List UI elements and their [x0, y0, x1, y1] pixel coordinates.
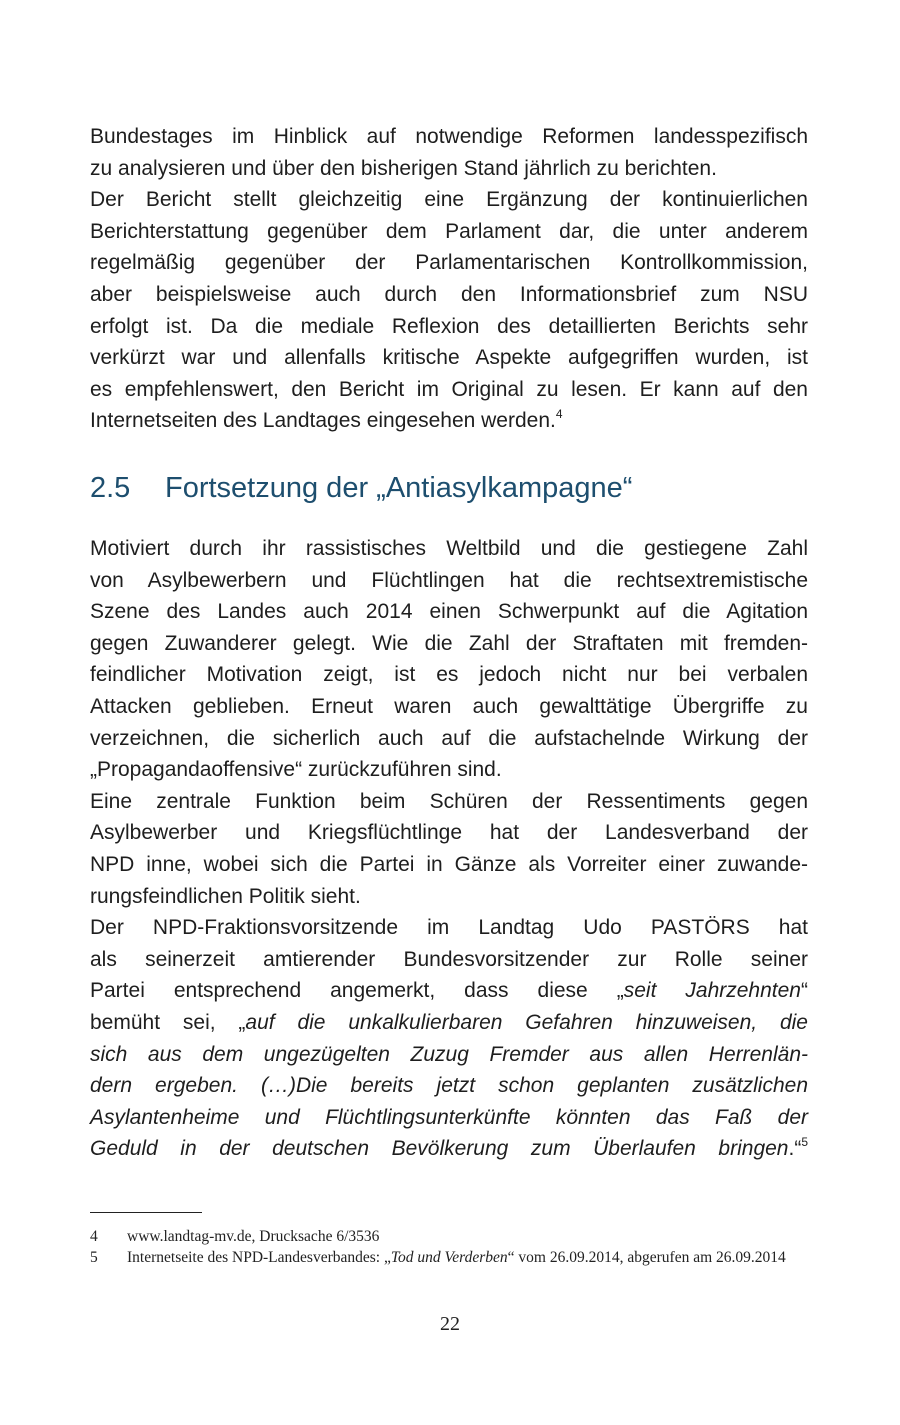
footnote-reference: 4	[555, 407, 563, 422]
text-line	[90, 786, 808, 818]
section-heading	[90, 472, 632, 505]
text-line	[90, 1102, 808, 1134]
footnote-5	[90, 1247, 808, 1269]
text-segment: .“	[788, 1137, 802, 1161]
text-segment: Attacken geblieben. Erneut waren auch gewalttätige Übergriffe zu	[90, 694, 808, 718]
footnote-text-part: “ vom 26.09.2014, abgerufen am 26.09.2014	[507, 1249, 786, 1266]
footnote-text: www.landtag-mv.de, Drucksache 6/3536	[127, 1228, 380, 1245]
text-segment: es empfehlenswert, den Bericht im Original zu lesen. Er kann auf den	[90, 377, 808, 401]
text-segment: verzeichnen, die sicherlich auch auf die aufstachelnde Wirkung der	[90, 726, 808, 750]
page-number: 22	[440, 1313, 460, 1335]
text-segment: erfolgt ist. Da die mediale Reflexion des detaillierten Berichts sehr	[90, 314, 808, 338]
text-line	[90, 342, 808, 374]
text-line	[90, 596, 808, 628]
text-line	[90, 121, 808, 153]
body-text	[90, 533, 808, 1165]
text-line	[90, 912, 808, 944]
text-segment: rungsfeindlichen Politik sieht.	[90, 884, 361, 908]
text-line	[90, 944, 808, 976]
quoted-text: Geduld in der deutschen Bevölkerung zum Überlaufen bringen	[90, 1137, 789, 1161]
quoted-text: dern ergeben. (…)Die bereits jetzt schon geplanten zusätzlichen	[90, 1074, 808, 1098]
text-line	[90, 184, 808, 216]
text-segment: Internetseiten des Landtages eingesehen werden.	[90, 409, 556, 433]
text-segment: feindlicher Motivation zeigt, ist es jedoch nicht nur bei verbalen	[90, 663, 808, 687]
footnote-title-italic: Tod und Verderben	[390, 1249, 508, 1266]
quoted-text: Asylantenheime und Flüchtlingsunterkünfte könnten das Faß der	[90, 1105, 808, 1129]
text-segment: Motiviert durch ihr rassistisches Weltbild und die gestiegene Zahl	[90, 537, 808, 560]
text-line	[90, 311, 808, 343]
text-segment: Szene des Landes auch 2014 einen Schwerpunkt auf die Agitation	[90, 600, 808, 624]
text-line	[90, 565, 808, 597]
text-segment: “	[800, 979, 808, 1003]
text-line	[90, 1133, 808, 1165]
text-line	[90, 1007, 808, 1039]
text-segment: Berichterstattung gegenüber dem Parlament dar, die unter anderem	[90, 219, 808, 243]
text-line	[90, 279, 808, 311]
text-line	[90, 216, 808, 248]
text-segment: verkürzt war und allenfalls kritische Aspekte aufgegriffen wurden, ist	[90, 346, 808, 370]
section-title: Fortsetzung der „Antiasylkampagne“	[165, 472, 633, 504]
text-line	[90, 247, 808, 279]
text-line	[90, 975, 808, 1007]
text-line	[90, 533, 808, 565]
text-line	[90, 691, 808, 723]
footnote-reference: 5	[801, 1135, 808, 1150]
text-segment: zu analysieren und über den bisherigen Stand jährlich zu berichten.	[90, 156, 717, 180]
text-line	[90, 1070, 808, 1102]
footnote-text	[127, 1247, 808, 1269]
text-line	[90, 405, 808, 437]
text-segment: Partei entsprechend angemerkt, dass diese „	[90, 979, 624, 1003]
text-segment: regelmäßig gegenüber der Parlamentarischen Kontrollkommission,	[90, 251, 808, 275]
section-number: 2.5	[90, 472, 131, 504]
text-segment: NPD inne, wobei sich die Partei in Gänze als Vorreiter einer zuwande-	[90, 852, 808, 876]
text-line	[90, 817, 808, 849]
text-segment: von Asylbewerbern und Flüchtlingen hat die rechtsextremistische	[90, 568, 808, 592]
text-segment: Bundestages im Hinblick auf notwendige Reformen landesspezifisch	[90, 125, 808, 148]
text-segment: Der NPD-Fraktionsvorsitzende im Landtag Udo PASTÖRS hat	[90, 916, 808, 940]
quoted-text: seit Jahrzehnten	[623, 979, 801, 1003]
footnote-number: 4	[90, 1228, 98, 1245]
paragraph-intro	[90, 121, 808, 437]
text-line	[90, 1039, 808, 1071]
text-segment: Eine zentrale Funktion beim Schüren der Ressentiments gegen	[90, 789, 808, 813]
text-line	[90, 659, 808, 691]
text-segment: als seinerzeit amtierender Bundesvorsitzender zur Rolle seiner	[90, 947, 808, 971]
text-segment: Der Bericht stellt gleichzeitig eine Ergänzung der kontinuierlichen	[90, 188, 808, 212]
text-line	[90, 754, 808, 786]
footnote-number: 5	[90, 1249, 98, 1266]
footnote-4	[90, 1226, 808, 1248]
text-line	[90, 881, 808, 913]
footnote-divider	[90, 1212, 202, 1213]
footnote-text-part: Internetseite des NPD-Landesverbandes: „	[127, 1249, 391, 1266]
text-segment: „Propagandaoffensive“ zurückzuführen sind.	[90, 758, 502, 782]
quoted-text: auf die unkalkulierbaren Gefahren hinzuweisen, die	[245, 1010, 808, 1034]
text-line	[90, 849, 808, 881]
text-segment: aber beispielsweise auch durch den Informationsbrief zum NSU	[90, 282, 808, 306]
text-line	[90, 628, 808, 660]
text-line	[90, 374, 808, 406]
text-line	[90, 153, 808, 185]
quoted-text: sich aus dem ungezügelten Zuzug Fremder aus allen Herrenlän-	[90, 1042, 808, 1066]
text-segment: Asylbewerber und Kriegsflüchtlinge hat der Landesverband der	[90, 821, 808, 845]
text-segment: bemüht sei, „	[90, 1010, 246, 1034]
text-segment: gegen Zuwanderer gelegt. Wie die Zahl der Straftaten mit fremden-	[90, 631, 808, 655]
text-line	[90, 723, 808, 755]
